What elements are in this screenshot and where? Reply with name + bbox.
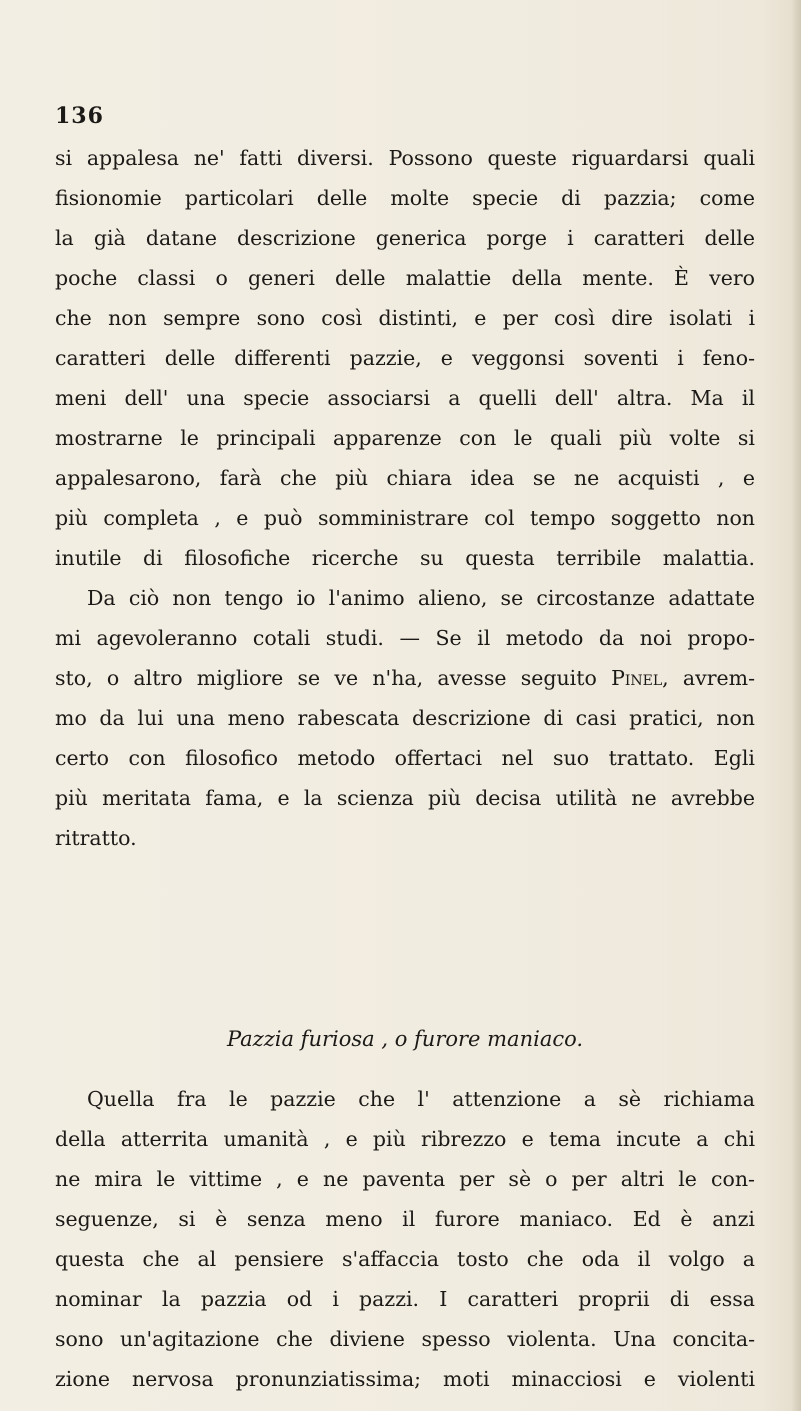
text-line: più meritata fama, e la scienza più decisa utilità ne avrebbe bbox=[55, 786, 755, 810]
paragraph-1 bbox=[55, 138, 755, 578]
text-line: che non sempre sono così distinti, e per così dire isolati i bbox=[55, 306, 755, 330]
text-fragment: , avrem- bbox=[662, 666, 756, 690]
text-line: poche classi o generi delle malattie della mente. È vero bbox=[55, 266, 755, 290]
text-line: sono un'agitazione che diviene spesso violenta. Una concita- bbox=[55, 1327, 755, 1351]
text-line: meni dell' una specie associarsi a quelli dell' altra. Ma il bbox=[55, 386, 755, 410]
text-line: Da ciò non tengo io l'animo alieno, se circostanze adattate bbox=[87, 586, 755, 610]
author-name-pinel: Pinel bbox=[611, 666, 663, 690]
section-heading: Pazzia furiosa , o furore maniaco. bbox=[226, 1027, 584, 1051]
text-line: si appalesa ne' fatti diversi. Possono queste riguardarsi quali bbox=[55, 146, 755, 170]
text-line: la già datane descrizione generica porge i caratteri delle bbox=[55, 226, 755, 250]
paragraph-3 bbox=[55, 1079, 755, 1399]
text-line: ritratto. bbox=[55, 826, 137, 850]
text-line: più completa , e può somministrare col tempo soggetto non bbox=[55, 506, 755, 530]
text-line: appalesarono, farà che più chiara idea se ne acquisti , e bbox=[55, 466, 755, 490]
text-line: nominar la pazzia od i pazzi. I caratteri proprii di essa bbox=[55, 1287, 755, 1311]
text-line bbox=[55, 658, 755, 698]
text-line: ne mira le vittime , e ne paventa per sè o per altri le con- bbox=[55, 1167, 755, 1191]
text-line: questa che al pensiere s'affaccia tosto che oda il volgo a bbox=[55, 1247, 755, 1271]
page-edge-shadow bbox=[791, 0, 801, 1411]
page-number: 136 bbox=[55, 103, 104, 129]
text-line: mostrarne le principali apparenze con le quali più volte si bbox=[55, 426, 755, 450]
text-line: zione nervosa pronunziatissima; moti minacciosi e violenti bbox=[55, 1367, 755, 1391]
text-line: certo con filosofico metodo offertaci nel suo trattato. Egli bbox=[55, 746, 755, 770]
text-line: mi agevoleranno cotali studi. — Se il metodo da noi propo- bbox=[55, 626, 755, 650]
paragraph-2 bbox=[55, 578, 755, 858]
text-line: fisionomie particolari delle molte specie di pazzia; come bbox=[55, 186, 755, 210]
text-line: Quella fra le pazzie che l' attenzione a sè richiama bbox=[87, 1087, 755, 1111]
text-line: mo da lui una meno rabescata descrizione di casi pratici, non bbox=[55, 706, 755, 730]
text-fragment: sto, o altro migliore se ve n'ha, avesse seguito bbox=[55, 666, 612, 690]
text-line: caratteri delle differenti pazzie, e veggonsi soventi i feno- bbox=[55, 346, 755, 370]
text-line: seguenze, si è senza meno il furore maniaco. Ed è anzi bbox=[55, 1207, 755, 1231]
text-line: della atterrita umanità , e più ribrezzo e tema incute a chi bbox=[55, 1127, 755, 1151]
text-line: inutile di filosofiche ricerche su questa terribile malattia. bbox=[55, 546, 755, 570]
